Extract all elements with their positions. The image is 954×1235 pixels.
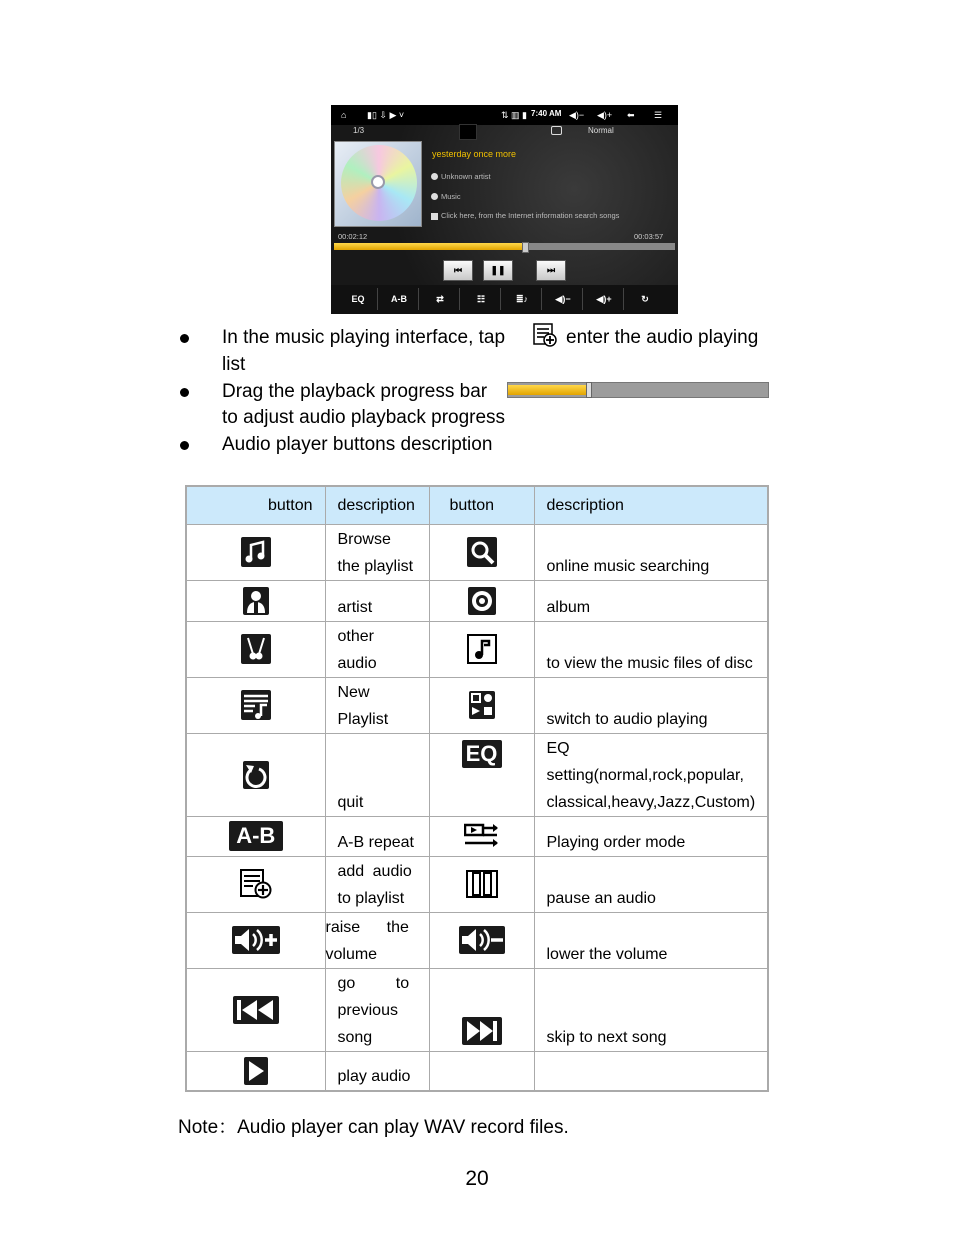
icon-cell [186, 677, 325, 733]
playing-order-button[interactable]: ⇄ [421, 288, 460, 310]
empty-cell [534, 1051, 768, 1091]
header-button: button [186, 486, 325, 524]
search-info-icon [431, 213, 438, 220]
icon-cell [429, 733, 534, 816]
volume-down-icon [459, 926, 505, 954]
status-bar [331, 105, 678, 125]
icon-cell [429, 856, 534, 912]
desc-cell: pause an audio [534, 856, 768, 912]
note-text: Note：Audio player can play WAV record files. [178, 1117, 569, 1138]
table-row [186, 524, 768, 580]
icon-cell [186, 733, 325, 816]
album-icon [431, 193, 438, 200]
table-row [186, 856, 768, 912]
playlist-button[interactable]: ≣♪ [503, 288, 542, 310]
play-mode: Normal [588, 126, 614, 135]
icon-cell [429, 912, 534, 968]
pause-button[interactable]: ❚❚ [483, 260, 513, 281]
bullet-1-text-a: In the music playing interface, tap [222, 327, 506, 348]
quit-button[interactable]: ↻ [641, 294, 649, 304]
progress-bar-illustration [507, 382, 769, 398]
previous-button[interactable]: ⏮ [443, 260, 473, 281]
icon-cell [429, 677, 534, 733]
quit-icon [243, 761, 269, 789]
volume-down-icon: ◀)− [569, 110, 585, 120]
icon-cell [186, 524, 325, 580]
pause-icon [466, 870, 498, 898]
table-row [186, 733, 768, 816]
desc-cell: skip to next song [534, 968, 768, 1051]
new-playlist-icon [241, 690, 271, 720]
desc-cell: to view the music files of disc [534, 621, 768, 677]
bullet-2-text-b: to adjust audio playback progress [222, 407, 506, 428]
home-icon: ⌂ [341, 110, 347, 120]
desc-cell: add audio to playlist [325, 856, 429, 912]
time-current: 00:02:12 [338, 232, 368, 241]
ab-repeat-icon: A-B [229, 821, 283, 851]
desc-cell: Browse the playlist [325, 524, 429, 580]
switch-audio-icon [469, 691, 495, 719]
other-audio-icon [241, 634, 271, 664]
table-row [186, 621, 768, 677]
song-title: yesterday once more [432, 149, 517, 159]
empty-cell [429, 1051, 534, 1091]
add-to-playlist-icon [240, 869, 272, 899]
next-button[interactable]: ⏭ [536, 260, 566, 281]
page-number: 20 [465, 1167, 489, 1190]
desc-cell: go to previous song [325, 968, 429, 1051]
artist-icon [431, 173, 438, 180]
album-cover [334, 141, 422, 227]
track-count: 1/3 [353, 126, 365, 135]
menu-icon: ☰ [654, 110, 663, 120]
back-icon: ⬅ [627, 110, 635, 120]
album-disc-icon [468, 587, 496, 615]
icon-cell [186, 621, 325, 677]
icon-cell [429, 816, 534, 856]
album-name: Music [441, 192, 461, 201]
desc-cell: album [534, 580, 768, 621]
desc-cell: play audio [325, 1051, 429, 1091]
eq-button[interactable]: EQ [339, 288, 378, 310]
volume-up-icon [232, 926, 280, 954]
table-row [186, 1051, 768, 1091]
bullet-3-text: Audio player buttons description [222, 434, 493, 455]
bullet-1-text-b: enter the audio playing [566, 327, 759, 348]
table-row [186, 912, 768, 968]
blank-box [459, 124, 477, 140]
icon-cell [429, 968, 534, 1051]
bullet-1-text-c: list [222, 354, 246, 375]
header-button: button [429, 486, 534, 524]
bullet-dot [180, 334, 189, 343]
progress-knob [586, 382, 592, 398]
icon-cell [186, 580, 325, 621]
music-player-screenshot [331, 105, 678, 314]
desc-cell: other audio [325, 621, 429, 677]
add-to-playlist-icon [533, 323, 557, 347]
header-description: description [534, 486, 768, 524]
signal-icon: ⇅ ▥ ▮ [501, 110, 527, 120]
ab-repeat-button[interactable]: A-B [380, 288, 419, 310]
search-icon [467, 537, 497, 567]
desc-cell: switch to audio playing [534, 677, 768, 733]
buttons-description-table [185, 485, 769, 1092]
bullet-dot [180, 441, 189, 450]
progress-knob[interactable] [522, 242, 529, 253]
icon-cell [186, 968, 325, 1051]
desc-cell: New Playlist [325, 677, 429, 733]
volume-up-icon: ◀)+ [597, 110, 613, 120]
progress-bar[interactable] [334, 243, 675, 250]
playing-order-icon [464, 821, 500, 851]
header-description: description [325, 486, 429, 524]
table-row [186, 816, 768, 856]
desc-cell: quit [325, 733, 429, 816]
icon-cell [186, 856, 325, 912]
table-row [186, 677, 768, 733]
status-time: 7:40 AM [531, 109, 562, 118]
volume-up-button[interactable]: ◀)+ [585, 288, 624, 310]
icon-cell [429, 580, 534, 621]
notification-icons: ▮▯ ⇩ ▶ ˅ [367, 110, 405, 120]
desc-cell: online music searching [534, 524, 768, 580]
bullet-2-text-a: Drag the playback progress bar [222, 381, 488, 402]
icon-cell [186, 1051, 325, 1091]
desc-cell: raise the volume [325, 912, 429, 968]
icon-cell [186, 816, 325, 856]
desc-cell: EQ setting(normal,rock,popular, classical,heavy,Jazz,Custom) [534, 733, 768, 816]
desc-cell: A-B repeat [325, 816, 429, 856]
desc-cell: Playing order mode [534, 816, 768, 856]
play-icon [244, 1057, 268, 1085]
next-icon [462, 1017, 502, 1045]
desc-cell: lower the volume [534, 912, 768, 968]
add-to-playlist-button[interactable]: ☷ [462, 288, 501, 310]
artist-icon [243, 587, 269, 615]
previous-icon [233, 996, 279, 1024]
desc-cell: artist [325, 580, 429, 621]
music-file-icon [467, 634, 497, 664]
table-header-row [186, 486, 768, 524]
icon-cell [429, 621, 534, 677]
time-total: 00:03:57 [634, 232, 664, 241]
progress-fill [334, 243, 525, 250]
eq-icon: EQ [462, 740, 502, 768]
search-hint[interactable]: Click here, from the Internet information search songs [441, 211, 620, 220]
bullet-dot [180, 388, 189, 397]
music-note-icon [241, 537, 271, 567]
icon-cell [429, 524, 534, 580]
progress-fill [508, 385, 586, 395]
artist-name: Unknown artist [441, 172, 491, 181]
repeat-mode-icon [551, 126, 562, 135]
table-row [186, 968, 768, 1051]
volume-down-button[interactable]: ◀)− [544, 288, 583, 310]
icon-cell [186, 912, 325, 968]
cd-disc-icon [341, 145, 417, 221]
table-row [186, 580, 768, 621]
